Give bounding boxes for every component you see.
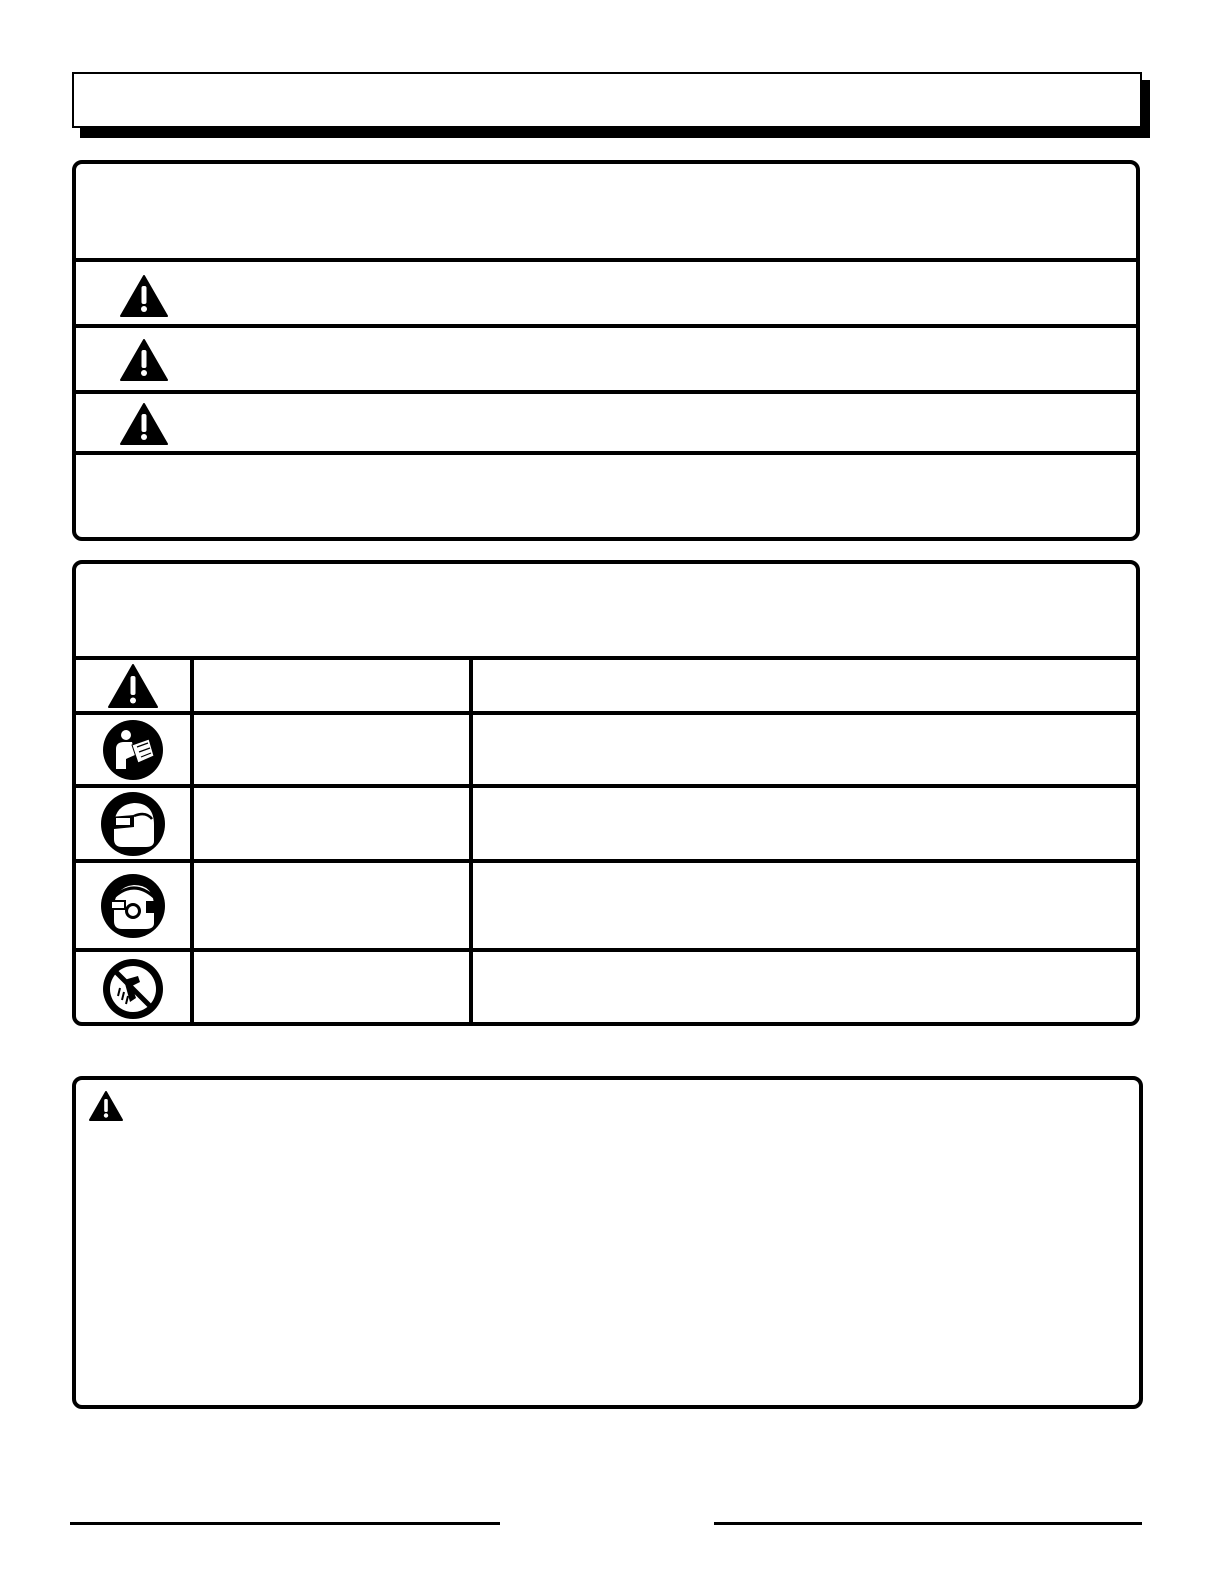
divider: [76, 390, 1136, 394]
eye-protection-icon: [76, 788, 190, 859]
divider: [76, 656, 1136, 660]
divider: [76, 258, 1136, 262]
divider: [76, 784, 1136, 788]
signal-words-panel: [72, 160, 1140, 541]
divider: [76, 859, 1136, 863]
warning-panel: [72, 1076, 1143, 1409]
divider: [76, 324, 1136, 328]
symbols-panel: [72, 560, 1140, 1026]
warning-triangle-icon: [86, 1088, 126, 1124]
footer-rule-right: [714, 1522, 1142, 1525]
page-title: [72, 72, 1142, 128]
divider: [76, 948, 1136, 952]
footer-rule-left: [70, 1522, 500, 1525]
warning-triangle-icon: [116, 336, 172, 384]
warning-triangle-icon: [76, 660, 190, 711]
eye-ear-protection-icon: [76, 863, 190, 948]
no-wet-conditions-icon: [76, 952, 190, 1026]
read-manual-icon: [76, 715, 190, 784]
warning-triangle-icon: [116, 272, 172, 320]
warning-triangle-icon: [116, 400, 172, 448]
divider: [76, 451, 1136, 455]
divider: [76, 711, 1136, 715]
